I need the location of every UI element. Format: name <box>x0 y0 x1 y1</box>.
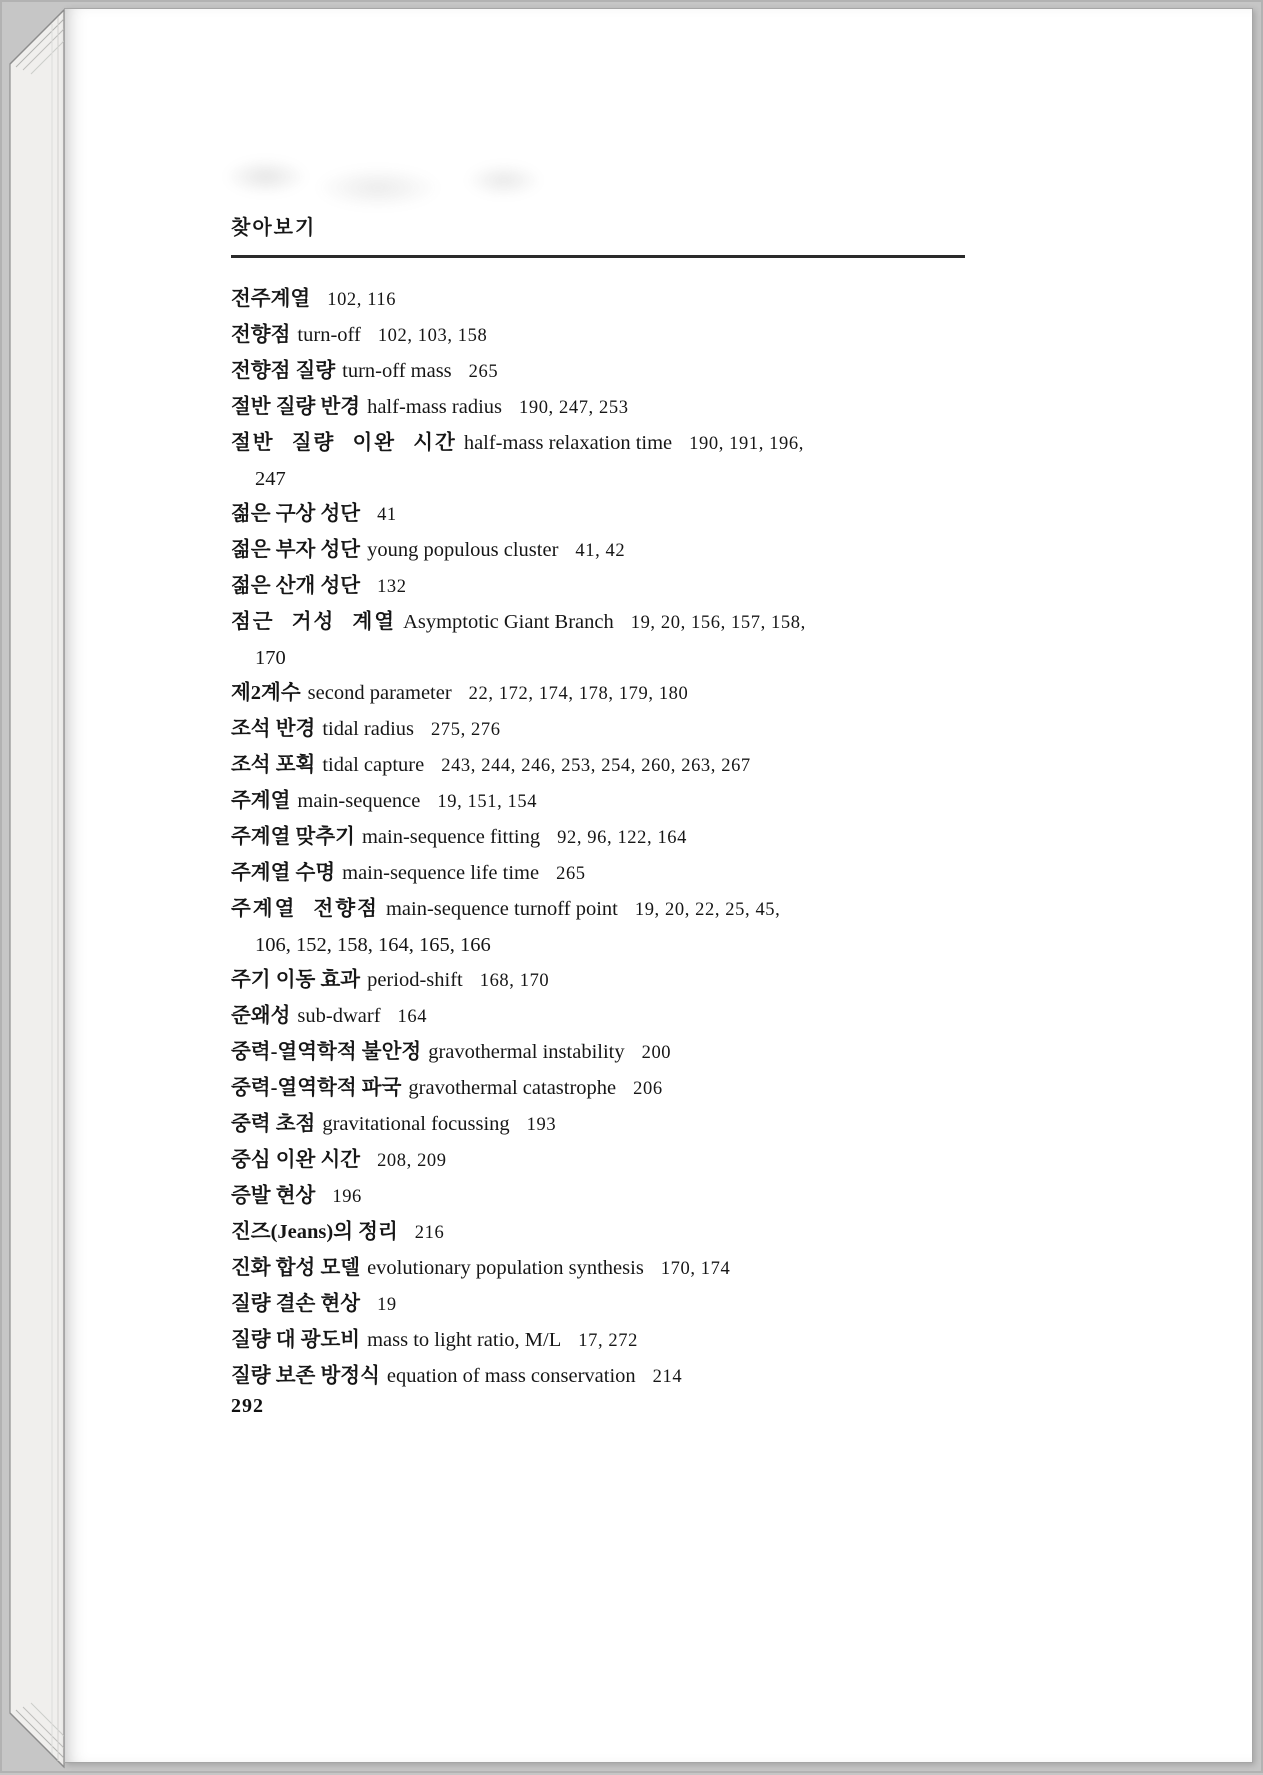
entry-korean: 주계열 수명 <box>231 862 336 884</box>
entry-english: main-sequence fitting <box>361 826 541 848</box>
index-entry <box>231 533 991 569</box>
entry-main-line <box>231 676 991 712</box>
entry-korean: 절반 질량 반경 <box>231 396 361 418</box>
entry-korean: 절반 질량 이완 시간 <box>231 432 457 454</box>
entry-pages: 17, 272 <box>578 1331 638 1351</box>
entry-main-line <box>231 1287 991 1323</box>
entry-korean: 진화 합성 모델 <box>231 1257 361 1279</box>
entry-main-line <box>231 784 991 820</box>
entry-korean: 진즈(Jeans)의 정리 <box>231 1221 398 1243</box>
entry-korean: 젊은 산개 성단 <box>231 575 361 597</box>
index-entry <box>231 1323 991 1359</box>
entry-english: young populous cluster <box>367 539 559 561</box>
entry-main-line <box>231 282 991 318</box>
entry-pages: 216 <box>414 1223 445 1243</box>
index-entry <box>231 354 991 390</box>
index-entry <box>231 676 991 712</box>
entry-pages: 168, 170 <box>479 971 550 991</box>
index-entry <box>231 318 991 354</box>
entry-main-line <box>231 1143 991 1179</box>
entry-korean: 조석 반경 <box>231 718 316 740</box>
index-entry <box>231 390 991 426</box>
entry-korean: 젊은 부자 성단 <box>231 539 361 561</box>
entry-pages: 41, 42 <box>575 541 626 561</box>
entry-english: half-mass radius <box>367 396 502 418</box>
entry-main-line <box>231 1071 991 1107</box>
index-entry <box>231 426 991 497</box>
entry-pages: 92, 96, 122, 164 <box>557 828 687 848</box>
entry-korean: 조석 포획 <box>231 754 316 776</box>
entry-pages: 214 <box>652 1367 683 1387</box>
index-entry <box>231 712 991 748</box>
entry-main-line <box>231 497 991 533</box>
entry-korean: 주계열 전향점 <box>231 898 379 920</box>
entry-pages: 265 <box>468 362 499 382</box>
entry-main-line <box>231 533 991 569</box>
entry-pages: 170, 174 <box>660 1259 731 1279</box>
entry-korean: 전주계열 <box>231 288 311 310</box>
entry-pages: 164 <box>397 1007 428 1027</box>
entry-korean: 질량 보존 방정식 <box>231 1365 380 1387</box>
entry-main-line <box>231 712 991 748</box>
entry-korean: 전향점 질량 <box>231 360 336 382</box>
entry-english: second parameter <box>307 682 452 704</box>
entry-english: main-sequence turnoff point <box>385 898 618 920</box>
entry-english: main-sequence <box>297 790 421 812</box>
entry-korean: 증발 현상 <box>231 1185 316 1207</box>
entry-continuation: 170 <box>255 647 286 669</box>
index-entry <box>231 282 991 318</box>
entry-pages: 19 <box>377 1295 397 1315</box>
header-rule <box>231 255 965 258</box>
entry-pages: 19, 151, 154 <box>437 792 538 812</box>
index-entry <box>231 1359 991 1395</box>
entry-main-line <box>231 1323 991 1359</box>
index-entry <box>231 1215 991 1251</box>
entry-main-line <box>231 1179 991 1215</box>
entry-main-line <box>231 1251 991 1287</box>
entry-main-line <box>231 856 991 892</box>
entry-korean: 주계열 <box>231 790 291 812</box>
entry-pages: 102, 103, 158 <box>377 326 488 346</box>
entry-english: gravitational focussing <box>322 1113 510 1135</box>
entry-main-line <box>231 1035 991 1071</box>
entry-pages: 22, 172, 174, 178, 179, 180 <box>468 684 689 704</box>
entry-main-line <box>231 318 991 354</box>
entry-korean: 중력 초점 <box>231 1113 316 1135</box>
entry-english: Asymptotic Giant Branch <box>403 611 614 633</box>
entry-english: half-mass relaxation time <box>463 432 673 454</box>
index-entry <box>231 1107 991 1143</box>
index-entries <box>231 282 991 1395</box>
entry-main-line <box>231 605 991 641</box>
index-entry <box>231 892 991 963</box>
entry-korean: 주계열 맞추기 <box>231 826 355 848</box>
entry-main-line <box>231 1215 991 1251</box>
entry-main-line <box>231 426 991 462</box>
page <box>64 8 1253 1763</box>
entry-main-line <box>231 390 991 426</box>
entry-english: turn-off <box>297 324 361 346</box>
entry-korean: 제2계수 <box>231 682 301 704</box>
index-entry <box>231 1071 991 1107</box>
index-entry <box>231 1179 991 1215</box>
index-entry <box>231 856 991 892</box>
entry-pages: 19, 20, 156, 157, 158, <box>630 613 806 633</box>
entry-continuation: 247 <box>255 468 286 490</box>
index-entry <box>231 748 991 784</box>
entry-main-line <box>231 1107 991 1143</box>
entry-korean: 전향점 <box>231 324 291 346</box>
entry-pages: 265 <box>556 864 586 884</box>
entry-main-line <box>231 820 991 856</box>
entry-korean: 중력-열역학적 파국 <box>231 1077 402 1099</box>
entry-pages: 243, 244, 246, 253, 254, 260, 263, 267 <box>441 756 751 776</box>
entry-pages: 19, 20, 22, 25, 45, <box>634 900 781 920</box>
entry-main-line <box>231 1359 991 1395</box>
entry-english: tidal capture <box>322 754 425 776</box>
entry-korean: 젊은 구상 성단 <box>231 503 361 525</box>
index-entry <box>231 1287 991 1323</box>
entry-pages: 206 <box>633 1079 663 1099</box>
entry-main-line <box>231 963 991 999</box>
index-entry <box>231 1035 991 1071</box>
entry-pages: 208, 209 <box>377 1151 447 1171</box>
entry-english: main-sequence life time <box>342 862 540 884</box>
entry-pages: 196 <box>332 1187 362 1207</box>
index-entry <box>231 999 991 1035</box>
index-entry <box>231 569 991 605</box>
entry-pages: 132 <box>377 577 407 597</box>
book-edge <box>2 2 72 1775</box>
entry-english: mass to light ratio, M/L <box>367 1329 562 1351</box>
entry-english: gravothermal catastrophe <box>408 1077 617 1099</box>
entry-english: evolutionary population synthesis <box>367 1257 644 1279</box>
entry-pages: 41 <box>377 505 397 525</box>
entry-english: turn-off mass <box>342 360 452 382</box>
entry-main-line <box>231 999 991 1035</box>
page-title: 찾아보기 <box>231 217 317 239</box>
entry-english: period-shift <box>367 969 463 991</box>
entry-main-line <box>231 354 991 390</box>
entry-english: equation of mass conservation <box>386 1365 636 1387</box>
entry-korean: 질량 대 광도비 <box>231 1329 361 1351</box>
entry-pages: 193 <box>526 1115 557 1135</box>
index-entry <box>231 1143 991 1179</box>
entry-korean: 주기 이동 효과 <box>231 969 361 991</box>
index-entry <box>231 820 991 856</box>
entry-continuation: 106, 152, 158, 164, 165, 166 <box>255 934 491 956</box>
entry-korean: 점근 거성 계열 <box>231 611 397 633</box>
entry-english: gravothermal instability <box>428 1041 625 1063</box>
entry-english: tidal radius <box>322 718 415 740</box>
page-number: 292 <box>231 1395 264 1417</box>
index-entry <box>231 963 991 999</box>
entry-pages: 190, 247, 253 <box>519 398 629 418</box>
entry-main-line <box>231 748 991 784</box>
entry-korean: 중심 이완 시간 <box>231 1149 361 1171</box>
entry-korean: 질량 결손 현상 <box>231 1293 361 1315</box>
entry-main-line <box>231 569 991 605</box>
entry-main-line <box>231 892 991 928</box>
entry-pages: 200 <box>641 1043 672 1063</box>
entry-korean: 준왜성 <box>231 1005 291 1027</box>
entry-pages: 190, 191, 196, <box>689 434 804 454</box>
index-entry <box>231 1251 991 1287</box>
entry-pages: 102, 116 <box>327 290 397 310</box>
index-entry <box>231 497 991 533</box>
index-entry <box>231 784 991 820</box>
page-content <box>231 9 991 1395</box>
index-entry <box>231 605 991 676</box>
entry-pages: 275, 276 <box>431 720 501 740</box>
entry-english: sub-dwarf <box>297 1005 381 1027</box>
entry-korean: 중력-열역학적 불안정 <box>231 1041 422 1063</box>
